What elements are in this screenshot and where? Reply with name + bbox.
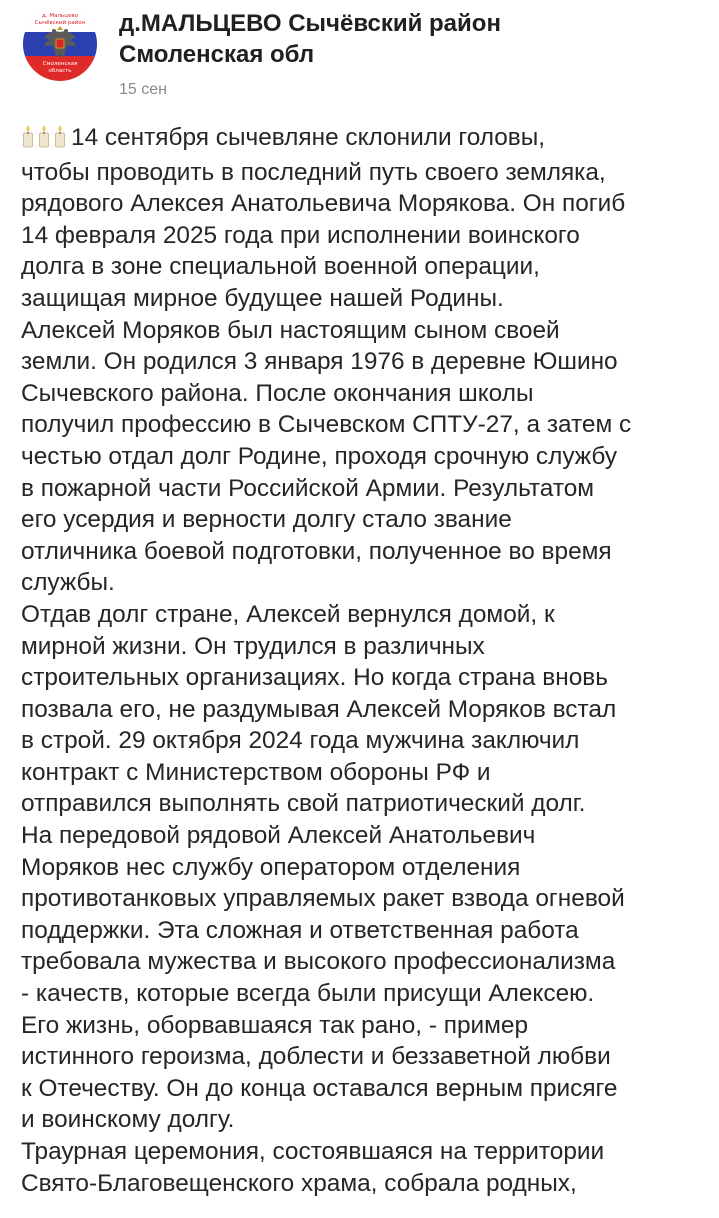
- post-text-line: [21, 915, 711, 947]
- post-text: Траурная церемония, состоявшаяся на территории: [21, 1138, 605, 1165]
- post-text-line: [21, 725, 711, 757]
- post-text: требовала мужества и высокого профессионализма: [21, 948, 616, 976]
- post-text: в пожарной части Российской Армии. Результатом: [21, 474, 595, 502]
- post-text-line: [21, 1104, 711, 1136]
- post-text-line: [21, 157, 711, 189]
- post-text-line: [21, 346, 711, 378]
- post-text: службы.: [21, 569, 115, 597]
- post-text: Отдав долг стране, Алексей вернулся домой, к: [21, 600, 555, 628]
- post-text: мирной жизни. Он трудился в различных: [21, 632, 485, 660]
- post-text: - качеств, которые всегда были присущи Алексею.: [21, 980, 595, 1008]
- post-text-line: [21, 251, 711, 283]
- post-text: Свято-Благовещенского храма, собрала родных,: [21, 1169, 577, 1197]
- group-title[interactable]: [119, 8, 699, 70]
- post-text: истинного героизма, доблести и беззаветной любви: [21, 1043, 611, 1071]
- candle-icon: [53, 127, 69, 154]
- post-text-line: [21, 378, 711, 410]
- post-text-line: [21, 473, 711, 505]
- post-text-line: [21, 852, 711, 884]
- avatar-text-bottom: Смоленская: [42, 61, 78, 67]
- post-text: защищая мирное будущее нашей Родины.: [21, 284, 504, 312]
- avatar-text-bottom2: область: [48, 68, 72, 74]
- post-text-line: [21, 631, 711, 663]
- post-text-line: [21, 978, 711, 1010]
- post-text-line: [21, 1073, 711, 1105]
- avatar-text-top2: Сычёвский район: [34, 20, 86, 26]
- post-text-line: [21, 788, 711, 820]
- post-text-line: [21, 567, 711, 599]
- group-avatar[interactable]: [23, 7, 97, 81]
- post-text: поддержки. Эта сложная и ответственная работа: [21, 916, 579, 944]
- post-text: Сычевского района. После окончания школы: [21, 379, 534, 407]
- post-text: строительных организациях. Но когда страна вновь: [21, 664, 608, 692]
- post-date: 15 сен: [119, 81, 167, 98]
- post-text: отличника боевой подготовки, полученное во время: [21, 537, 612, 565]
- post-text-line: [21, 883, 711, 915]
- post-text-line: [21, 599, 711, 631]
- post-text-line: [21, 662, 711, 694]
- post-text-line: [21, 820, 711, 852]
- post-body: [21, 122, 711, 1199]
- post-text-line: [21, 122, 711, 157]
- post-text: его усердия и верности долгу стало звание: [21, 506, 512, 534]
- candle-icon: [21, 127, 37, 154]
- post-text-line: [21, 1168, 711, 1200]
- post-text-line: [21, 283, 711, 315]
- group-title-line1: д.МАЛЬЦЕВО Сычёвский район: [119, 10, 501, 37]
- post-text-line: [21, 504, 711, 536]
- post-text: получил профессию в Сычевском СПТУ-27, а затем с: [21, 411, 632, 439]
- post-text-line: [21, 1010, 711, 1042]
- post-text: в строй. 29 октября 2024 года мужчина заключил: [21, 727, 580, 755]
- post-text: На передовой рядовой Алексей Анатольевич: [21, 822, 536, 850]
- post-text: рядового Алексея Анатольевича Морякова. Он погиб: [21, 190, 626, 218]
- candle-icons: [21, 124, 69, 157]
- post-text-line: [21, 694, 711, 726]
- post-text: отправился выполнять свой патриотический долг.: [21, 790, 586, 818]
- coat-of-arms-icon: [23, 7, 97, 81]
- post-text-line: [21, 946, 711, 978]
- post-text: Алексей Моряков был настоящим сыном своей: [21, 316, 560, 344]
- post-text: 14 февраля 2025 года при исполнении воинского: [21, 221, 580, 249]
- post-text: 14 сентября сычевляне склонили головы,: [71, 124, 546, 151]
- post-text-line: [21, 315, 711, 347]
- avatar-text-top: д. Мальцево: [42, 13, 78, 19]
- post-text-line: [21, 1041, 711, 1073]
- candle-icon: [37, 127, 53, 154]
- post-text: контракт с Министерством обороны РФ и: [21, 758, 491, 786]
- post-text: Моряков нес службу оператором отделения: [21, 853, 521, 881]
- post-text: позвала его, не раздумывая Алексей Моряков встал: [21, 695, 617, 723]
- post-header: [0, 0, 719, 110]
- post-text: земли. Он родился 3 января 1976 в деревне Юшино: [21, 348, 618, 376]
- post-text: и воинскому долгу.: [21, 1106, 235, 1134]
- post-text: к Отечеству. Он до конца оставался верным присяге: [21, 1074, 618, 1102]
- post-text: честью отдал долг Родине, проходя срочную службу: [21, 442, 618, 470]
- post-text-line: [21, 220, 711, 252]
- post-text: противотанковых управляемых ракет взвода огневой: [21, 885, 625, 913]
- group-title-line2: Смоленская обл: [119, 41, 315, 68]
- post-text: долга в зоне специальной военной операции,: [21, 253, 540, 281]
- post-text-line: [21, 1136, 711, 1168]
- post-text-line: [21, 188, 711, 220]
- post-text-line: [21, 536, 711, 568]
- post-text-line: [21, 441, 711, 473]
- post-text: Его жизнь, оборвавшаяся так рано, - пример: [21, 1011, 529, 1039]
- post-text-line: [21, 409, 711, 441]
- post-text: чтобы проводить в последний путь своего земляка,: [21, 158, 606, 186]
- post-text-line: [21, 757, 711, 789]
